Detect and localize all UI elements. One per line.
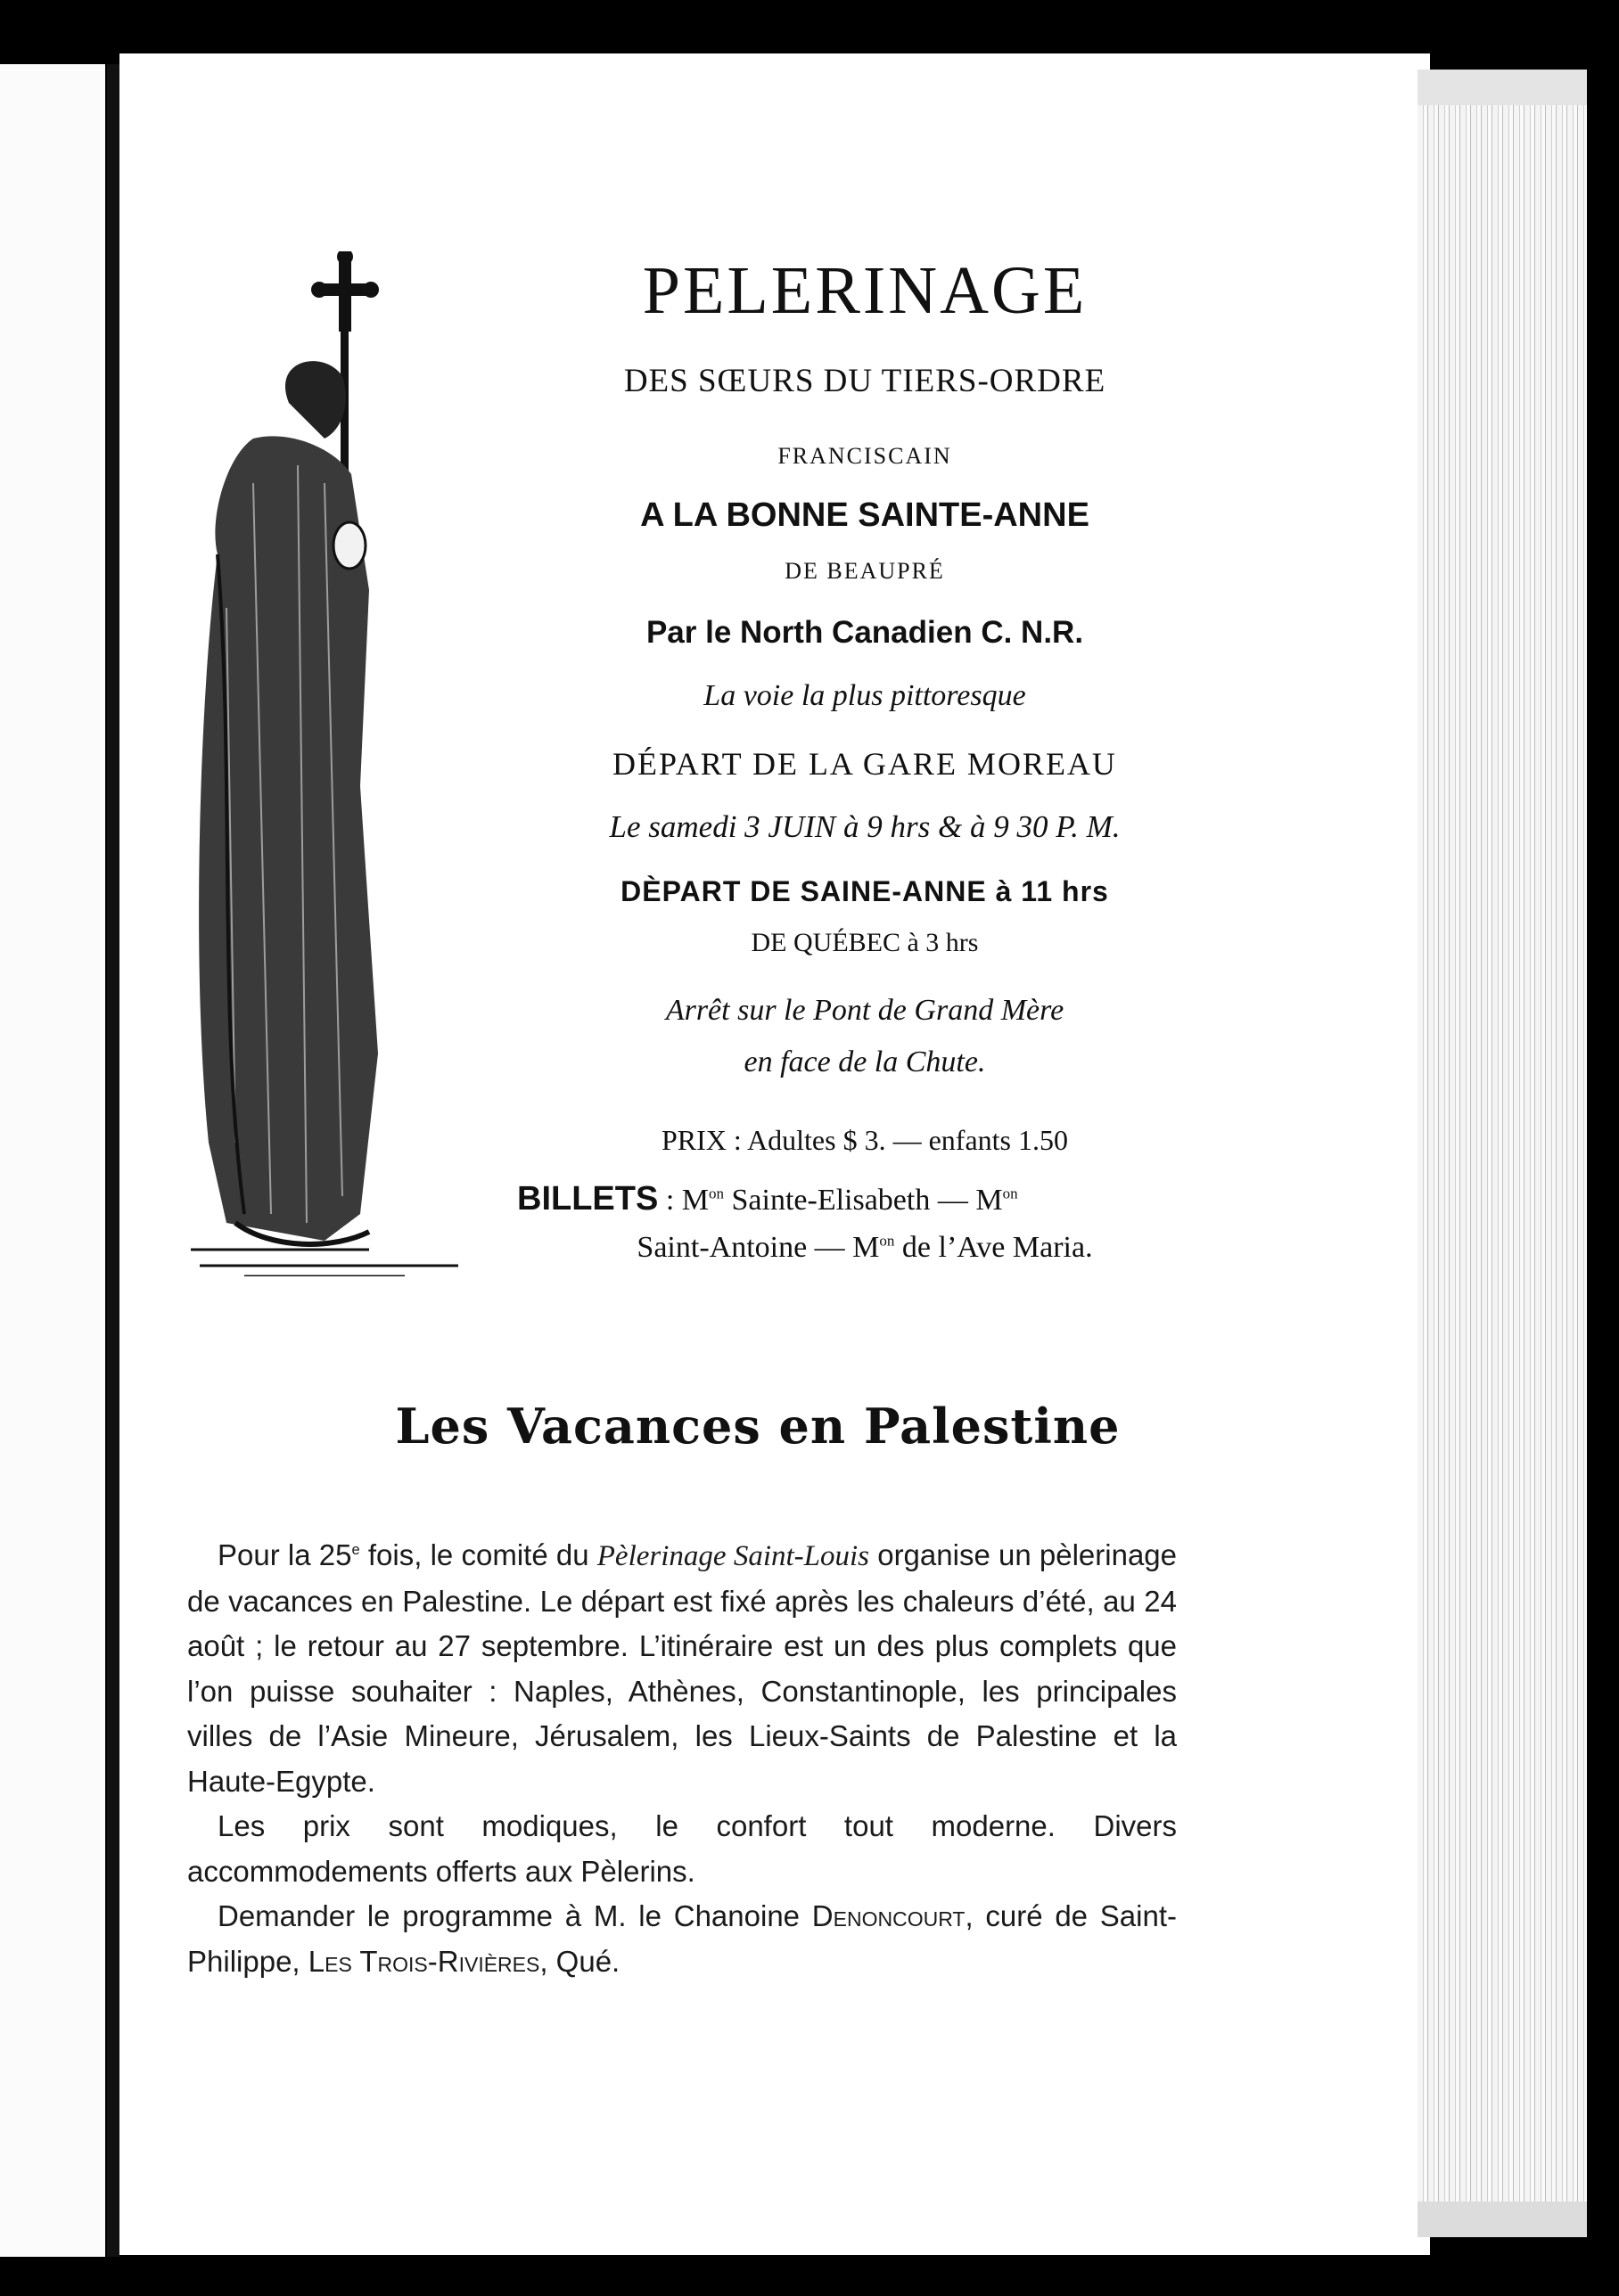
ad-departure-date: Le samedi 3 JUIN à 9 hrs & à 9 30 P. M. (609, 809, 1121, 844)
paragraph-2: Les prix sont modiques, le confort tout moderne. Divers accommodements offerts aux Pèlerins. (187, 1809, 1177, 1888)
ad-tickets (517, 1180, 1195, 1218)
p3-name: Denoncourt (811, 1899, 966, 1932)
p1-a: Pour la 25 (218, 1538, 352, 1571)
paragraph-1 (187, 1528, 1177, 1804)
ad-stop-location: en face de la Chute. (744, 1046, 986, 1078)
p3-b: , curé de Saint-Philippe, (187, 1899, 1177, 1978)
ad-antoine-sup: on (879, 1232, 895, 1250)
section-heading: Les Vacances en Palestine (395, 1398, 1121, 1455)
ad-subtitle: DES SŒURS DU TIERS-ORDRE (623, 363, 1106, 399)
ad-quebec-departure: DE QUÉBEC à 3 hrs (751, 928, 979, 957)
p1-c: organise un pèlerinage de vacances en Palestine. Le départ est fixé après les chaleurs d’été, au 24 août ; le retour au 27 septembre. L’itinéraire est un des plus complets que l’on puisse souhaiter : Naples, Athènes, Constantinople, les principales villes de l’Asie Mineure, Jérusalem, les Lieux-Saints de Palestine et la Haute-Egypte. (187, 1538, 1178, 1798)
ad-tickets-sup-a: on (709, 1185, 725, 1202)
ad-tickets-continued (526, 1231, 1204, 1265)
page-stack-edge (1418, 70, 1587, 2237)
page-stack-top (1418, 70, 1587, 105)
friar-with-cross-illustration (191, 251, 494, 1276)
p1-b: fois, le comité du (359, 1538, 597, 1571)
ad-tickets-text-a: : M (658, 1184, 710, 1217)
book-gutter (107, 64, 119, 2257)
ad-tickets-label: BILLETS (517, 1180, 659, 1218)
ad-antoine-a: Saint-Antoine — M (637, 1231, 880, 1264)
ad-tickets-sup-b: on (1002, 1185, 1018, 1202)
ad-destination: A LA BONNE SAINTE-ANNE (640, 496, 1089, 534)
ad-stop-note: Arrêt sur le Pont de Grand Mère (665, 994, 1064, 1027)
ad-franciscain: FRANCISCAIN (777, 443, 952, 469)
ad-railway: Par le North Canadien C. N.R. (645, 615, 1084, 650)
p3-city: Les Trois-Rivières (308, 1944, 540, 1978)
p1-italic: Pèlerinage Saint-Louis (596, 1540, 870, 1572)
ad-departure-station: DÉPART DE LA GARE MOREAU (612, 746, 1117, 782)
article-body (187, 1528, 1177, 1984)
page-stack-bottom (1418, 2202, 1587, 2237)
ad-return-departure: DÈPART DE SAINE-ANNE à 11 hrs (620, 875, 1109, 907)
ad-antoine-b: de l’Ave Maria. (894, 1231, 1093, 1264)
ad-prices: PRIX : Adultes $ 3. — enfants 1.50 (662, 1124, 1068, 1156)
p3-a: Demander le programme à M. le Chanoine (218, 1899, 812, 1932)
p3-c: , Qué. (539, 1944, 620, 1978)
ad-route-note: La voie la plus pittoresque (703, 679, 1026, 712)
pilgrimage-advertisement (517, 253, 1204, 1265)
paragraph-3 (187, 1894, 1177, 1984)
ad-title: PELERINAGE (642, 253, 1088, 328)
ad-tickets-text-b: Sainte-Elisabeth — M (724, 1184, 1003, 1217)
left-page-edge (0, 64, 105, 2257)
ad-beaupre: DE BEAUPRÉ (785, 558, 945, 584)
p1-sup: e (351, 1542, 360, 1558)
